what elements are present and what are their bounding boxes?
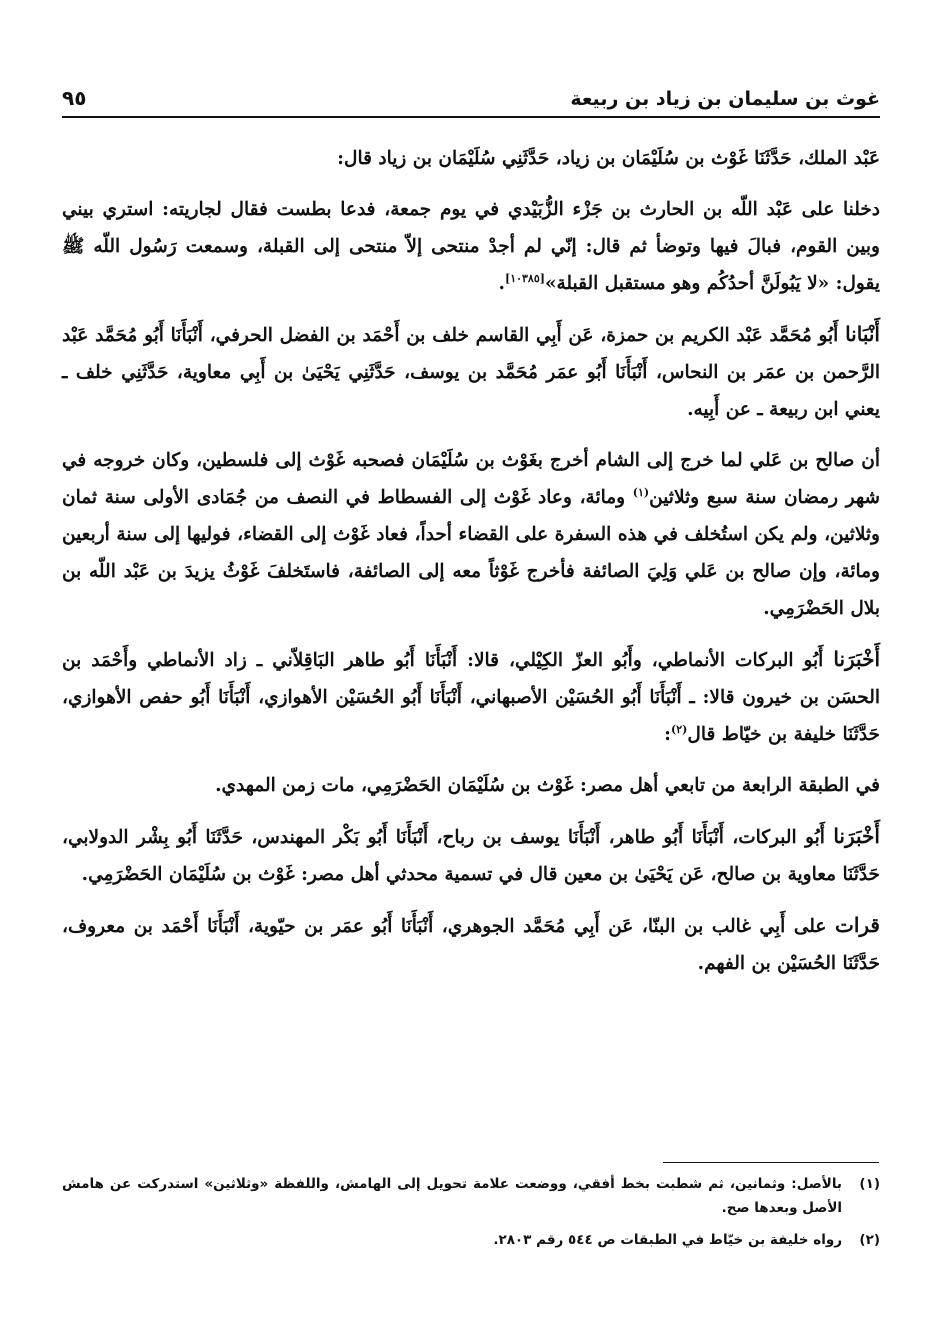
footnote-number: (٢) [859,1232,880,1248]
sentence-end: . [498,273,505,294]
paragraph-lead-word: أَخْبَرَنا [833,824,880,848]
paragraph-text: على أَبِي غالب بن البنّا، عَن أَبِي مُحَمَّد الجوهري، أَنْبَأَنَا أَبُو عمَر بن حيّوية، أَنْبَأَنَا أَحْمَد بن معروف، حَدَّثَنَا الحُسَيْن بن الفهم. [62,916,880,974]
page-header [62,70,880,110]
paragraph-6 [62,767,880,804]
paragraph-3 [62,316,880,428]
paragraph-lead-word: أَنْبَانا [845,322,880,346]
paragraph-1 [62,140,880,177]
paragraph-text: أَبُو البركات الأنماطي، وأَبُو العزّ الكِيْلي، قالا: أَنْبَأَنَا أَبُو طاهر البَاقِلاّني ـ زاد الأنماطي وأَحْمَد بن الحسَن بن خيرون قالا: ـ أَنْبَأَنَا أَبُو الحُسَيْن الأصبهاني، أَنْبَأَنَا أَبُو الحُسَيْن الأهوازي، أَنْبَأَنَا أَبُو حفص الأهوازي، حَدَّثَنَا خليفة بن خيّاط قال [62,650,880,745]
footnote-rule [663,1162,879,1163]
paragraph-lead-word: قرات [835,913,880,937]
footnote-text: رواه خليفة بن خيّاط في الطبقات ص ٥٤٤ رقم ٢٨٠٣. [493,1232,842,1248]
footnote-2 [62,1228,880,1252]
paragraph-lead-word: أَخْبَرَنا [833,647,880,671]
paragraph-text: أن صالح بن عَلي لما خرج إلى الشام أخرج بغَوْث بن سُلَيْمَان فصحبه غَوْث إلى فلسطين، وكان خروجه في شهر رمضان سنة سبع وثلاثين [62,450,880,508]
paragraph-text-continued: : [664,724,672,745]
paragraph-text: أَبُو مُحَمَّد عَبْد الكريم بن حمزة، عَن أَبِي القاسم خلف بن أَحْمَد بن الفضل الحرفي، أَنْبَأَنَا أَبُو مُحَمَّد عَبْد الرَّحمن بن عمَر بن النحاس، أَنْبَأَنَا أَبُو عمَر مُحَمَّد بن يوسف، حَدَّثَنِي يَحْيَىٰ بن أَبِي معاوية، حَدَّثَنِي خلف ـ يعني ابن ربيعة ـ عن أَبِيه. [62,325,880,420]
paragraph-text: دخلنا على عَبْد اللّه بن الحارث بن جَزْء الزُّبَيْدي في يوم جمعة، فدعا بطست فقال لجاريته: استري بيني وبين القوم، فبالَ فيها وتوضأ ثم قال: إنّي لم أجدْ منتحى إلاّ منتحى إلى القبلة، وسمعت رَسُول اللّه ﷺ يقول: [62,199,880,294]
footnote-number: (١) [859,1176,880,1192]
footnote-marker: (١) [632,485,650,499]
footnote-marker: (٢) [671,722,688,736]
paragraph-4 [62,442,880,627]
hadith-reference: [١٠٣٨٥] [504,271,545,285]
footnote-text: بالأصل: وثمانين، ثم شطبت بخط أفقي، ووضعت علامة تحويل إلى الهامش، واللفظة «وثلاثين» استدركت عن هامش الأصل وبعدها صح. [62,1176,842,1216]
paragraph-text: عَبْد الملك، حَدَّثَنَا غَوْث بن سُلَيْمَان بن زياد، حَدَّثَنِي سُلَيْمَان بن زياد قال: [337,148,880,169]
paragraph-2 [62,191,880,302]
footnote-1 [62,1172,880,1220]
header-rule [62,116,880,118]
paragraph-text-continued: ومائة، وعاد غَوْث إلى الفسطاط في النصف من جُمَادى الأولى سنة ثمان وثلاثين، ولم يكن استُخلف في هذه السفرة على القضاء أحداً، فعاد غَوْث إلى القضاء، فوليها إلى سنة أربعين ومائة، وإن صالح بن عَلي وَلِيَ الصائفة فأخرج غَوْثاً معه إلى الصائفة، فاستَخلفَ غَوْثُ يزيدَ بن عَبْد اللّه بن بلال الحَضْرَمِي. [62,487,880,619]
paragraph-text: أَبُو البركات، أَنْبَأَنَا أَبُو طاهر، أَنْبَأَنَا يوسف بن رباح، أَنْبَأَنَا أَبُو بَكْر المهندس، حَدَّثَنَا أَبُو بِشْر الدولابي، حَدَّثَنَا معاوية بن صالح، عَن يَحْيَىٰ بن معين قال في تسمية محدثي أهل مصر: غَوْث بن سُلَيْمَان الحَضْرَمِي. [62,827,880,885]
paragraph-7 [62,818,880,893]
body-text [62,140,880,996]
page-number: ٩٥ [62,86,87,110]
paragraph-text: في الطبقة الرابعة من تابعي أهل مصر: غَوْث بن سُلَيْمَان الحَضْرَمِي، مات زمن المهدي. [215,775,880,796]
footnotes [62,1172,880,1260]
hadith-quote: «لا يَبُولَنَّ أحدُكُم وهو مستقبل القبلة» [544,273,830,294]
paragraph-5 [62,641,880,753]
running-title: غوث بن سليمان بن زياد بن ربيعة [570,88,880,110]
paragraph-8 [62,907,880,982]
